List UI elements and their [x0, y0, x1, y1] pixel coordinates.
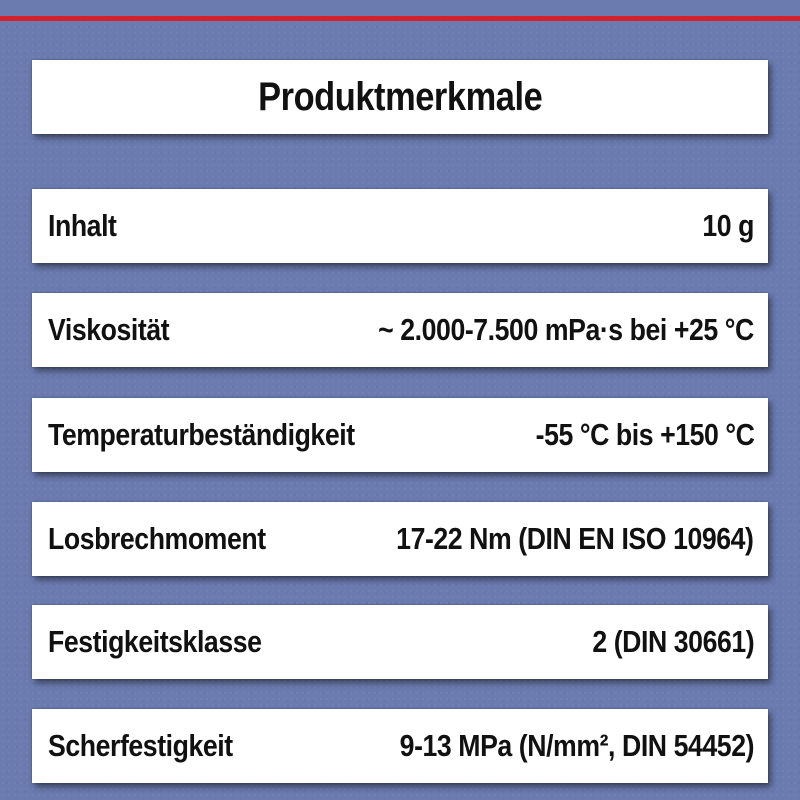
feature-row-festigkeitsklasse: [32, 605, 768, 679]
accent-stripe: [0, 16, 800, 21]
page-title: Produktmerkmale: [257, 74, 543, 119]
feature-label: Temperaturbeständigkeit: [48, 417, 355, 452]
feature-value: 9-13 MPa (N/mm², DIN 54452): [399, 728, 754, 763]
feature-value: ~ 2.000-7.500 mPa·s bei +25 °C: [378, 312, 754, 347]
feature-label: Festigkeitsklasse: [48, 624, 262, 659]
feature-row-inhalt: [32, 189, 768, 263]
feature-label: Inhalt: [48, 208, 117, 243]
feature-label: Scherfestigkeit: [48, 728, 233, 763]
feature-label: Losbrechmoment: [48, 521, 266, 556]
feature-label: Viskosität: [48, 312, 170, 347]
feature-value: 10 g: [702, 208, 754, 243]
feature-row-temperaturbestaendigkeit: [32, 398, 768, 472]
feature-row-viskositaet: [32, 293, 768, 367]
feature-row-losbrechmoment: [32, 502, 768, 576]
feature-value: -55 °C bis +150 °C: [535, 417, 754, 452]
feature-value: 17-22 Nm (DIN EN ISO 10964): [396, 521, 754, 556]
feature-row-scherfestigkeit: [32, 709, 768, 783]
feature-value: 2 (DIN 30661): [592, 624, 754, 659]
top-band: [0, 0, 800, 16]
title-panel: [32, 60, 768, 134]
